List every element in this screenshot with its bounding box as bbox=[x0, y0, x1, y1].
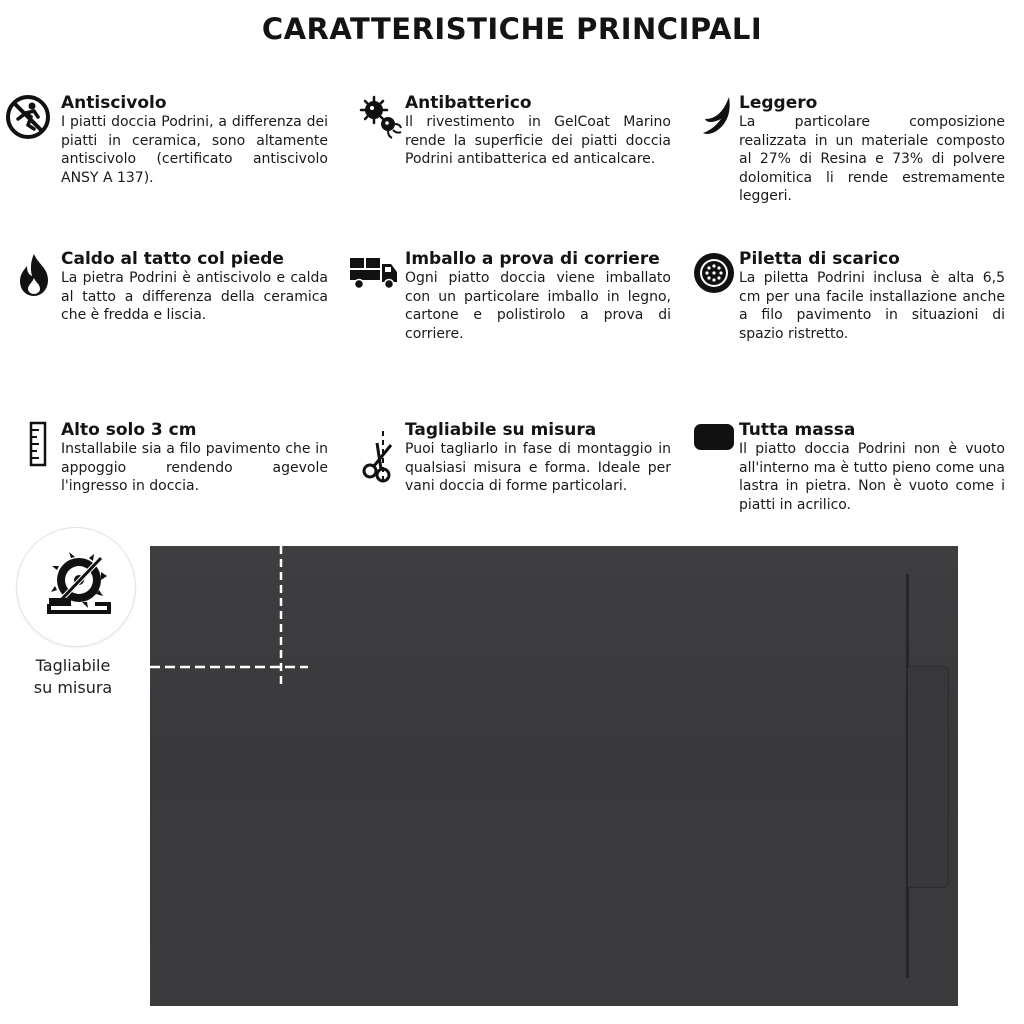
feature-alto bbox=[18, 420, 328, 500]
flame-icon bbox=[10, 251, 58, 299]
page-title: CARATTERISTICHE PRINCIPALI bbox=[261, 12, 763, 46]
feature-title: Imballo a prova di corriere bbox=[405, 249, 660, 269]
feature-piletta bbox=[690, 249, 1005, 349]
feature-title: Tutta massa bbox=[739, 420, 856, 440]
badge-label-line1: Tagliabile bbox=[35, 656, 111, 675]
non-slip-icon bbox=[4, 93, 52, 141]
feature-text: Ogni piatto doccia viene imballato con un particolare imballo in legno, cartone e polistirolo a prova di corriere. bbox=[405, 270, 671, 342]
ruler-icon bbox=[18, 420, 58, 468]
feature-text: I piatti doccia Podrini, a differenza dei piatti in ceramica, sono altamente antiscivolo (certificato antiscivolo ANSY A 137). bbox=[61, 114, 328, 186]
feature-text: Il rivestimento in GelCoat Marino rende la superficie dei piatti doccia Podrini antibatterica ed anticalcare. bbox=[405, 114, 671, 167]
tray-drain-cover bbox=[908, 666, 949, 888]
feature-caldo bbox=[10, 249, 328, 329]
feature-tagliabile bbox=[355, 420, 671, 520]
feather-icon bbox=[695, 93, 743, 141]
solid-block-icon bbox=[692, 420, 736, 454]
feature-antiscivolo bbox=[4, 93, 328, 193]
cut-to-size-badge bbox=[16, 527, 136, 647]
truck-icon bbox=[349, 249, 399, 297]
feature-antibatterico bbox=[357, 93, 671, 193]
feature-text: Installabile sia a filo pavimento che in appoggio rendendo agevole l'ingresso in doccia. bbox=[61, 441, 328, 494]
saw-icon bbox=[41, 550, 113, 622]
feature-imballo bbox=[349, 249, 671, 349]
feature-title: Antibatterico bbox=[405, 93, 532, 113]
feature-text: La pietra Podrini è antiscivolo e calda al tatto a differenza della ceramica che è fredda e liscia. bbox=[61, 270, 328, 323]
feature-title: Piletta di scarico bbox=[739, 249, 900, 269]
scissors-icon bbox=[355, 434, 403, 482]
feature-text: Puoi tagliarlo in fase di montaggio in qualsiasi misura e forma. Ideale per vani doccia di forme particolari. bbox=[405, 441, 671, 494]
feature-title: Caldo al tatto col piede bbox=[61, 249, 284, 269]
feature-title: Alto solo 3 cm bbox=[61, 420, 197, 440]
feature-tutta-massa bbox=[692, 420, 1005, 540]
feature-text: La particolare composizione realizzata in un materiale composto al 27% di Resina e 73% di polvere dolomitica li rende estremamente leggeri. bbox=[739, 114, 1005, 204]
feature-title: Antiscivolo bbox=[61, 93, 167, 113]
badge-label bbox=[0, 655, 146, 699]
feature-text: La piletta Podrini inclusa è alta 6,5 cm per una facile installazione anche a filo pavimento in situazioni di spazio ristretto. bbox=[739, 270, 1005, 342]
feature-title: Tagliabile su misura bbox=[405, 420, 597, 440]
feature-leggero bbox=[695, 93, 1005, 213]
badge-label-line2: su misura bbox=[33, 678, 113, 697]
feature-title: Leggero bbox=[739, 93, 818, 113]
bacteria-icon bbox=[357, 93, 405, 141]
cut-guide-lines bbox=[150, 546, 310, 686]
feature-text: Il piatto doccia Podrini non è vuoto all'interno ma è tutto pieno come una lastra in pietra. Non è vuoto come i piatti in acrilico. bbox=[739, 441, 1005, 513]
drain-icon bbox=[690, 249, 738, 297]
